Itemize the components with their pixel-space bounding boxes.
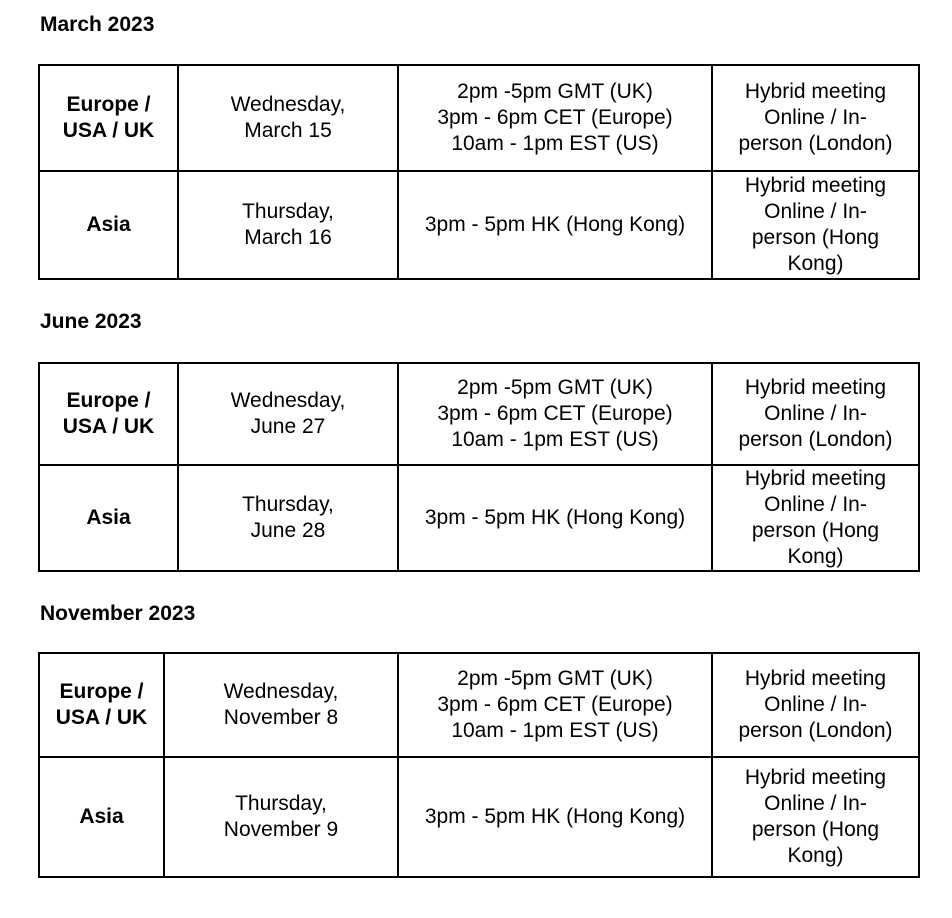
table-row [39,465,919,571]
section-heading-march-2023: March 2023 [40,13,155,36]
date-cell: Thursday, June 28 [178,465,398,571]
date-cell: Wednesday, March 15 [178,65,398,171]
format-cell: Hybrid meeting Online / In- person (London) [712,65,919,171]
table-row [39,363,919,465]
region-cell: Europe / USA / UK [39,65,178,171]
date-cell: Wednesday, November 8 [164,653,398,757]
time-cell: 3pm - 5pm HK (Hong Kong) [398,171,712,279]
section-heading-november-2023: November 2023 [40,602,196,625]
schedule-table-june-2023 [38,362,920,572]
date-cell: Thursday, November 9 [164,757,398,877]
time-cell: 3pm - 5pm HK (Hong Kong) [398,465,712,571]
table-row [39,653,919,757]
region-cell: Asia [39,171,178,279]
region-cell: Asia [39,465,178,571]
table-row [39,757,919,877]
time-cell: 2pm -5pm GMT (UK) 3pm - 6pm CET (Europe) 10am - 1pm EST (US) [398,653,712,757]
time-cell: 2pm -5pm GMT (UK) 3pm - 6pm CET (Europe) 10am - 1pm EST (US) [398,65,712,171]
date-cell: Thursday, March 16 [178,171,398,279]
date-cell: Wednesday, June 27 [178,363,398,465]
format-cell: Hybrid meeting Online / In- person (Hong Kong) [712,757,919,877]
table-row [39,171,919,279]
region-cell: Europe / USA / UK [39,653,164,757]
format-cell: Hybrid meeting Online / In- person (London) [712,653,919,757]
schedule-table-november-2023 [38,652,920,878]
region-cell: Europe / USA / UK [39,363,178,465]
time-cell: 2pm -5pm GMT (UK) 3pm - 6pm CET (Europe) 10am - 1pm EST (US) [398,363,712,465]
format-cell: Hybrid meeting Online / In- person (Hong Kong) [712,171,919,279]
table-row [39,65,919,171]
section-heading-june-2023: June 2023 [40,310,142,333]
schedule-table-march-2023 [38,64,920,280]
format-cell: Hybrid meeting Online / In- person (London) [712,363,919,465]
time-cell: 3pm - 5pm HK (Hong Kong) [398,757,712,877]
region-cell: Asia [39,757,164,877]
format-cell: Hybrid meeting Online / In- person (Hong Kong) [712,465,919,571]
